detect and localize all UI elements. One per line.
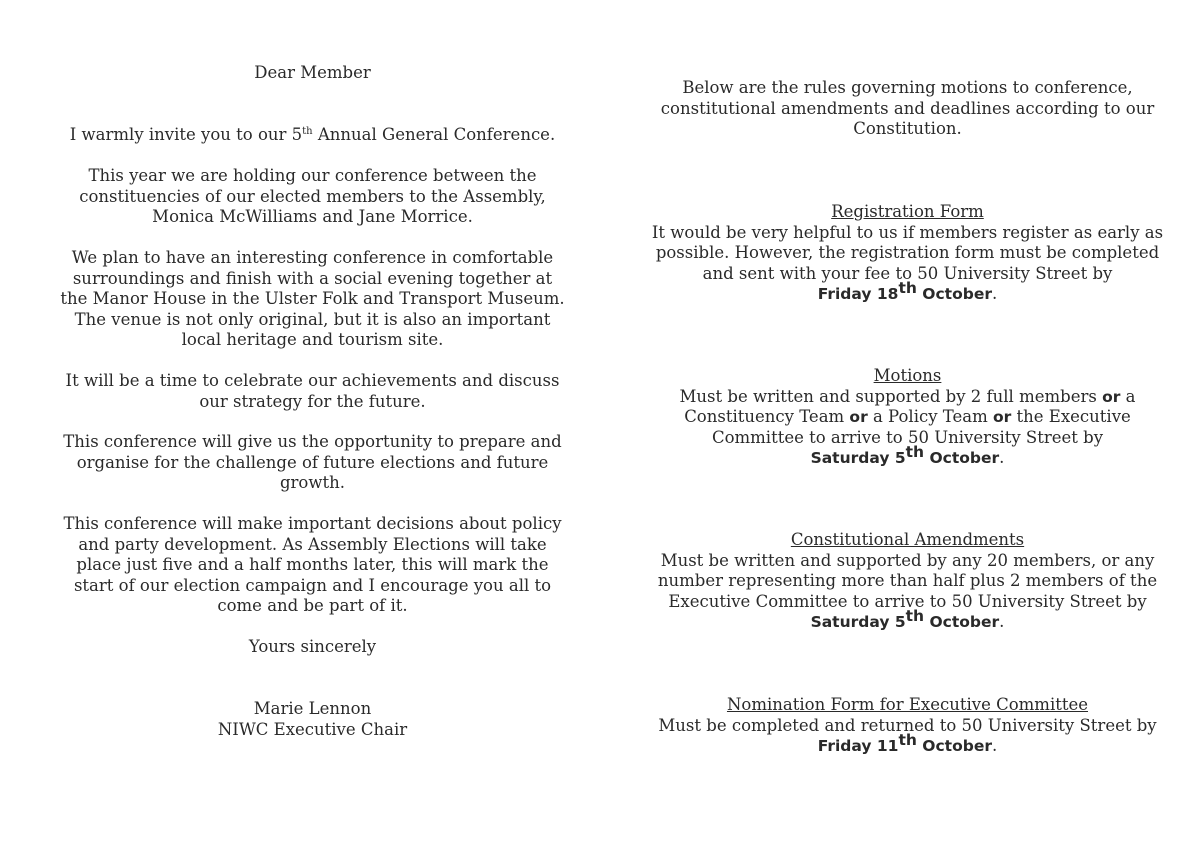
intro-line: Below are the rules governing motions to conference, (682, 78, 1133, 97)
paragraph-line: local heritage and tourism site. (181, 330, 444, 349)
motions-l2-pre: Constituency Team (684, 407, 850, 426)
invite-post: Annual General Conference. (312, 125, 556, 144)
paragraph-line: growth. (279, 473, 345, 492)
motions-l1-pre: Must be written and supported by 2 full members (679, 386, 1103, 406)
registration-section (625, 202, 1190, 305)
paragraph-line: This conference will make important decisions about policy (63, 514, 562, 533)
paragraph-line: We plan to have an interesting conference in comfortable (71, 248, 554, 267)
deadline-post: October (916, 737, 992, 755)
paragraph-line: surroundings and finish with a social evening together at (72, 268, 553, 288)
paragraph-social (40, 248, 585, 351)
invite-line (40, 125, 585, 146)
paragraph-decisions (40, 514, 585, 617)
paragraph-line: This conference will give us the opportunity to prepare and (63, 432, 562, 451)
registration-line: It would be very helpful to us if members register as early as (651, 222, 1164, 242)
invite-sup: th (302, 126, 313, 137)
deadline-sup: th (898, 731, 917, 749)
motions-or: or (1102, 387, 1121, 406)
registration-line: and sent with your fee to 50 University Street by (702, 263, 1113, 283)
motions-l1-post: a (1120, 386, 1136, 406)
intro-line: constitutional amendments and deadlines according to our (660, 98, 1155, 118)
deadline-sup: th (905, 607, 925, 625)
nomination-deadline (625, 731, 1190, 757)
paragraph-line: and party development. As Assembly Elections will take (78, 534, 547, 554)
signature-block (40, 699, 585, 740)
amendments-line: number representing more than half plus 2 members of the (657, 571, 1158, 590)
amendments-line: Must be written and supported by any 20 members, or any (660, 550, 1155, 570)
nomination-line: Must be completed and returned to 50 University Street by (658, 715, 1157, 735)
paragraph-line: organise for the challenge of future elections and future (76, 452, 549, 472)
salutation (40, 63, 585, 84)
deadline-period: . (999, 612, 1005, 631)
deadline-pre: Friday 11 (817, 737, 899, 755)
deadline-pre: Saturday 5 (810, 449, 906, 467)
salutation-text: Dear Member (254, 63, 371, 82)
paragraph-venue (40, 166, 585, 228)
paragraph-line: come and be part of it. (217, 596, 408, 615)
deadline-pre: Saturday 5 (810, 613, 906, 631)
paragraph-line: our strategy for the future. (199, 391, 426, 411)
deadline-post: October (924, 613, 1000, 631)
paragraph-line: the Manor House in the Ulster Folk and Transport Museum. (60, 289, 565, 308)
paragraph-line: Monica McWilliams and Jane Morrice. (152, 207, 473, 226)
deadline-sup: th (905, 443, 925, 461)
deadline-pre: Friday 18 (817, 285, 899, 303)
motions-section (625, 366, 1190, 469)
motions-l2-mid: a Policy Team (867, 407, 993, 426)
signer-title: NIWC Executive Chair (217, 719, 408, 739)
registration-heading: Registration Form (831, 202, 984, 221)
motions-deadline (625, 443, 1190, 469)
paragraph-opportunity (40, 432, 585, 494)
motions-line: Committee to arrive to 50 University Street by (711, 427, 1104, 447)
paragraph-line: place just five and a half months later, this will mark the (76, 555, 549, 574)
intro-line: Constitution. (853, 119, 962, 138)
paragraph-line: It will be a time to celebrate our achievements and discuss (65, 371, 560, 390)
amendments-heading: Constitutional Amendments (790, 530, 1025, 549)
nomination-section (625, 695, 1190, 757)
amendments-section (625, 530, 1190, 633)
closing (40, 637, 585, 658)
signer-name: Marie Lennon (253, 699, 372, 718)
registration-line: possible. However, the registration form must be completed (655, 243, 1160, 262)
deadline-period: . (999, 448, 1005, 467)
closing-text: Yours sincerely (248, 637, 377, 656)
invite-pre: I warmly invite you to our 5 (69, 125, 303, 144)
deadline-post: October (924, 449, 1000, 467)
deadline-sup: th (898, 279, 917, 297)
amendments-deadline (625, 607, 1190, 633)
paragraph-line: This year we are holding our conference between the (88, 166, 537, 185)
deadline-period: . (991, 736, 998, 755)
nomination-heading: Nomination Form for Executive Committee (726, 695, 1089, 714)
motions-heading: Motions (873, 366, 942, 385)
motions-l2-post: the Executive (1011, 407, 1131, 426)
paragraph-line: start of our election campaign and I encourage you all to (73, 575, 552, 595)
motions-or: or (849, 408, 868, 426)
paragraph-line: constituencies of our elected members to the Assembly, (79, 186, 546, 206)
registration-deadline (625, 279, 1190, 305)
rules-intro (625, 78, 1190, 140)
paragraph-line: The venue is not only original, but it is also an important (74, 309, 551, 329)
paragraph-celebrate (40, 371, 585, 412)
motions-line (625, 407, 1190, 428)
deadline-post: October (916, 285, 992, 303)
motions-or: or (993, 408, 1012, 426)
deadline-period: . (991, 284, 998, 303)
amendments-line: Executive Committee to arrive to 50 University Street by (668, 591, 1147, 611)
motions-line (625, 387, 1190, 408)
